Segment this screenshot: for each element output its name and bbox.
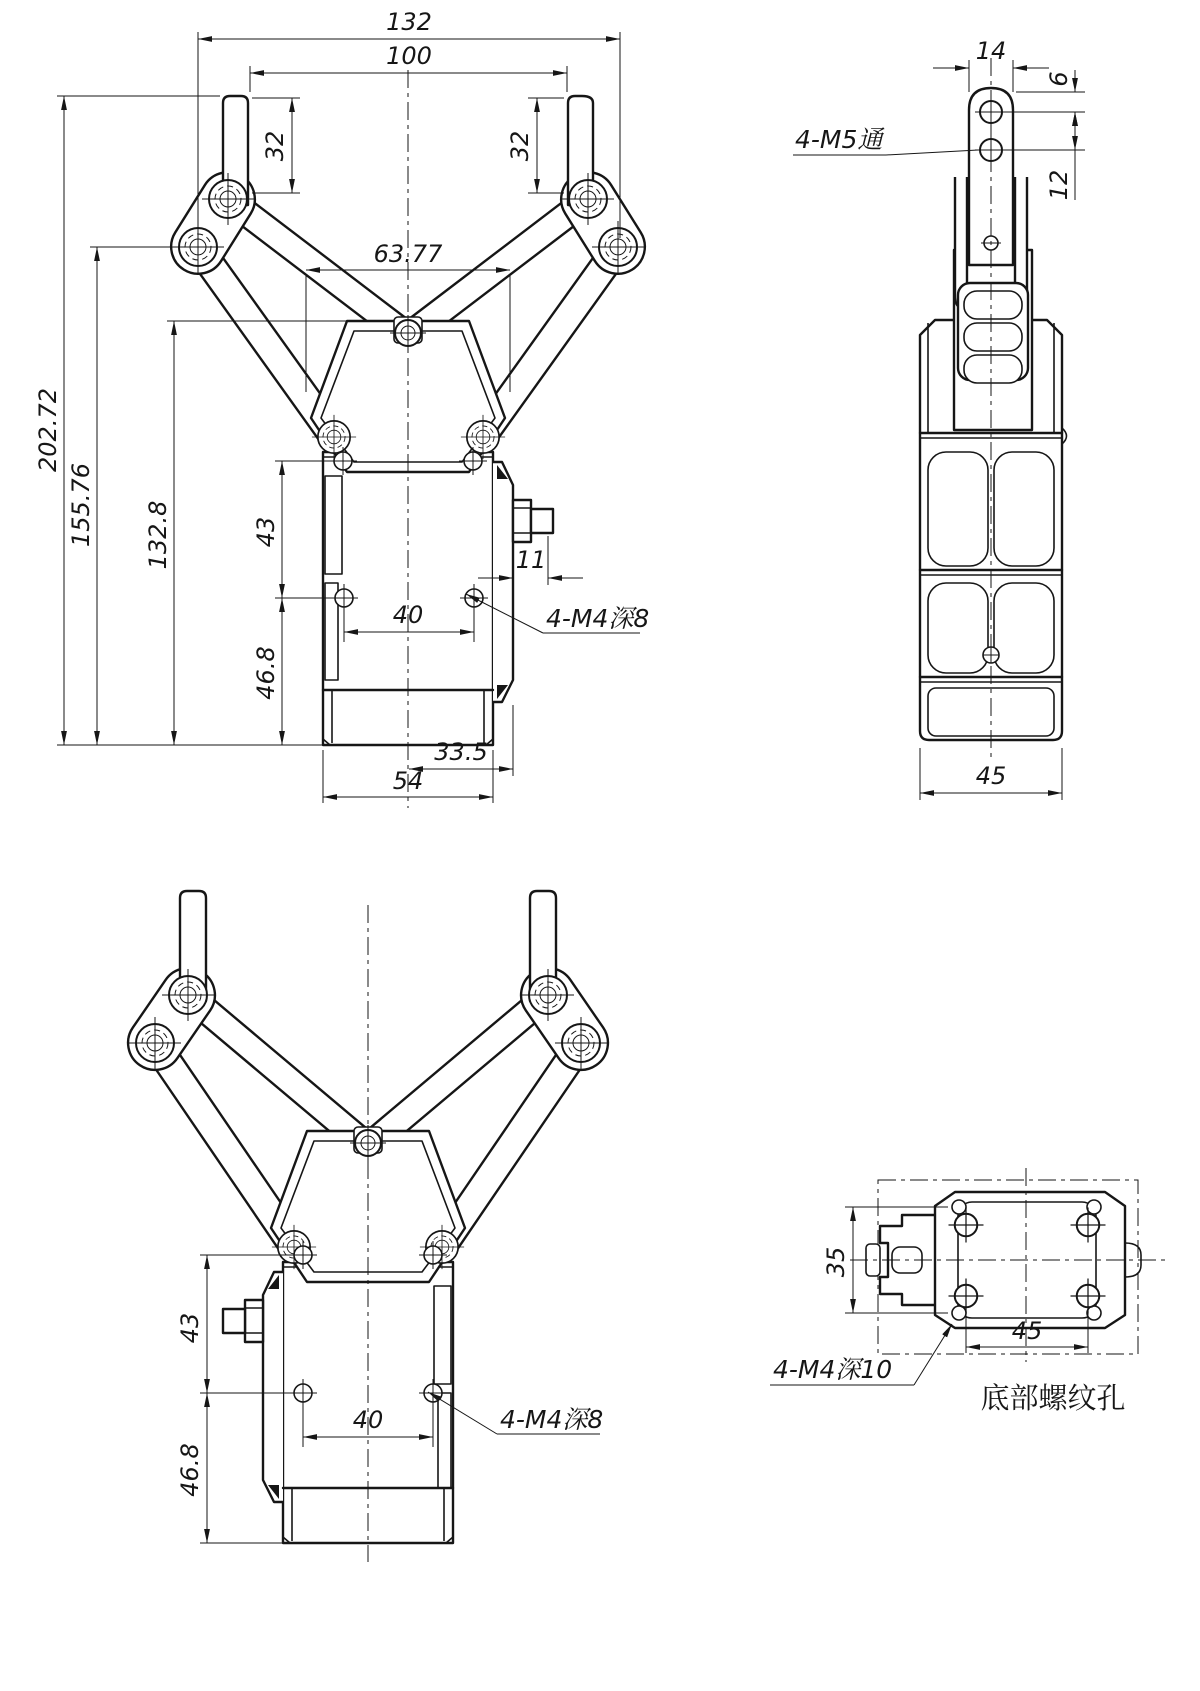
dim-overall-width: 132 <box>386 8 432 36</box>
dim-finger-span: 100 <box>386 42 432 70</box>
dim-screw-h: 40 <box>392 601 424 629</box>
bottom-geometry <box>866 1180 1141 1354</box>
dim-connector: 11 <box>515 546 547 574</box>
dim-hole-offset: 6 <box>1045 71 1073 87</box>
thread-label-front-open: 4-M4深8 <box>500 1405 604 1434</box>
bottom-view <box>770 1168 1165 1415</box>
thread-label-front-closed: 4-M4深8 <box>546 604 650 633</box>
dim-pivot-height: 155.76 <box>67 463 95 547</box>
dim-pivot-span: 63.77 <box>373 240 443 268</box>
dim-finger-width: 14 <box>975 37 1007 65</box>
dim-finger-left: 32 <box>261 130 289 162</box>
dim-side-body-width: 45 <box>975 762 1007 790</box>
dim-body-width: 54 <box>392 767 424 795</box>
dim-open-screw-v: 43 <box>176 1312 204 1344</box>
view-caption-bottom: 底部螺纹孔 <box>980 1381 1126 1415</box>
dim-finger-right: 32 <box>506 130 534 162</box>
dim-total-height: 202.72 <box>34 388 62 472</box>
dim-hole-pitch: 12 <box>1045 169 1073 201</box>
front-view-open <box>118 891 619 1562</box>
dim-screw-span: 45 <box>1011 1317 1043 1345</box>
dim-screw-v: 43 <box>252 516 280 548</box>
dim-open-bottom-section: 46.8 <box>176 1443 204 1497</box>
dim-depth: 35 <box>822 1246 850 1278</box>
dim-flange-offset: 33.5 <box>434 738 488 766</box>
dim-open-screw-h: 40 <box>352 1406 384 1434</box>
thread-label-bottom: 4-M4深10 <box>773 1355 893 1384</box>
side-view <box>793 37 1085 800</box>
front-view-closed <box>34 8 655 808</box>
dim-bottom-section: 46.8 <box>252 646 280 700</box>
thread-label-side: 4-M5通 <box>795 125 883 154</box>
dim-body-height: 132.8 <box>144 500 172 570</box>
